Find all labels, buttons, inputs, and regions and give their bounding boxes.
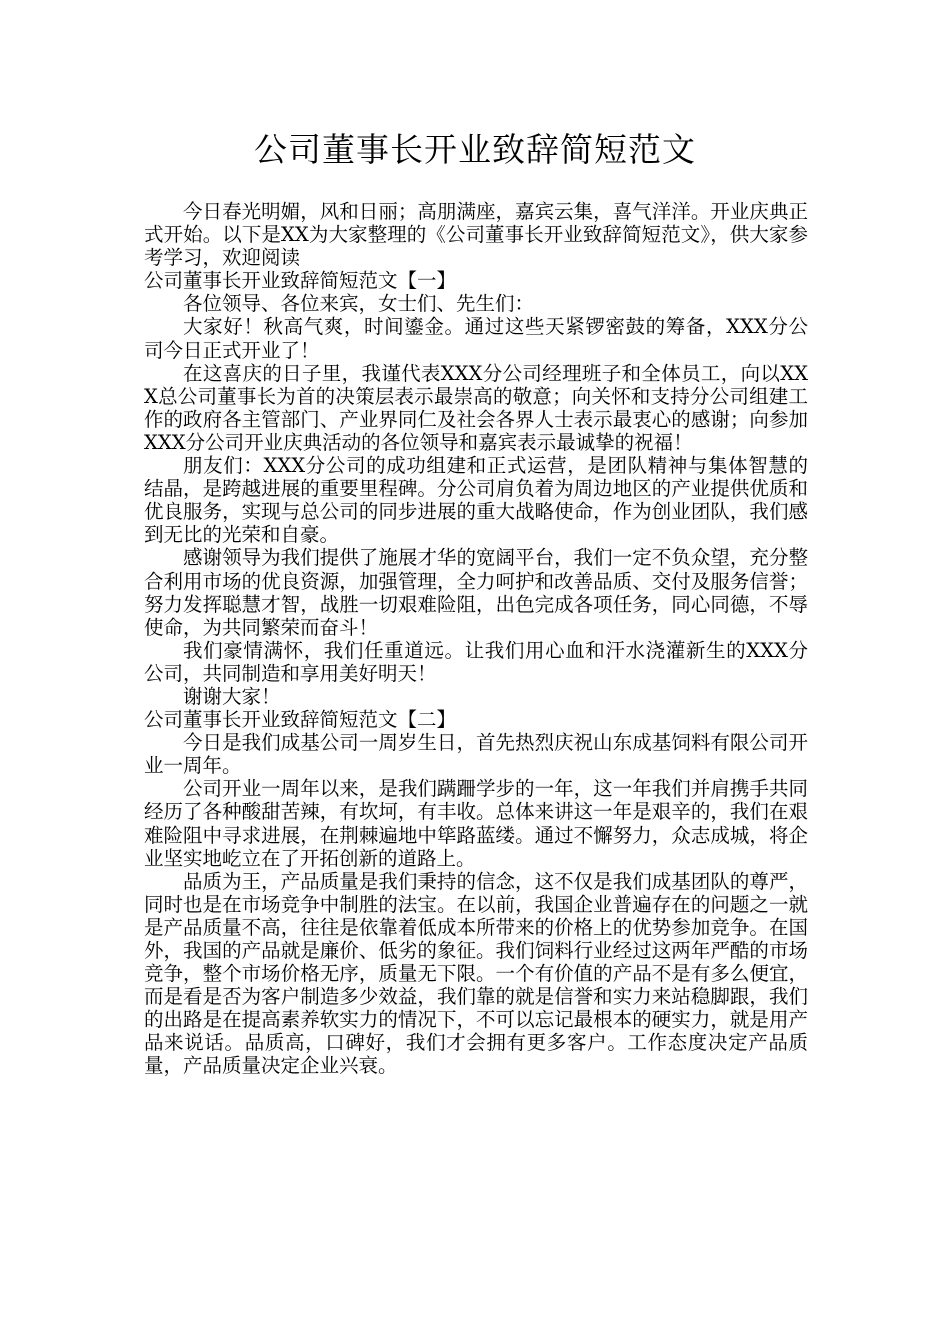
- section-heading-2: 公司董事长开业致辞简短范文【二】: [144, 708, 457, 732]
- intro-paragraph: 今日春光明媚，风和日丽；高朋满座，嘉宾云集，喜气洋洋。开业庆典正式开始。以下是XX为大家整理的《公司董事长开业致辞简短范文》，供大家参考学习，欢迎阅读: [144, 200, 808, 270]
- document-body: [144, 200, 808, 1078]
- section-heading-1: 公司董事长开业致辞简短范文【一】: [144, 269, 457, 293]
- paragraph: 品质为王，产品质量是我们秉持的信念，这不仅是我们成基团队的尊严，同时也是在市场竞争中制胜的法宝。在以前，我国企业普遍存在的问题之一就是产品质量不高，往往是依靠着低成本所带来的价格上的优势参加竞争。在国外，我国的产品就是廉价、低劣的象征。我们饲料行业经过这两年严酷的市场竞争，整个市场价格无序，质量无下限。一个有价值的产品不是有多么便宜，而是看是否为客户制造多少效益，我们靠的就是信誉和实力来站稳脚跟，我们的出路是在提高素养软实力的情况下，不可以忘记最根本的硬实力，就是用产品来说话。品质高，口碑好，我们才会拥有更多客户。工作态度决定产品质量，产品质量决定企业兴衰。: [144, 869, 808, 1078]
- paragraph: 大家好！秋高气爽，时间鎏金。通过这些天紧锣密鼓的筹备，XXX分公司今日正式开业了！: [144, 315, 808, 362]
- paragraph: 公司开业一周年以来，是我们蹒跚学步的一年，这一年我们并肩携手共同经历了各种酸甜苦辣，有坎坷，有丰收。总体来讲这一年是艰辛的，我们在艰难险阻中寻求进展，在荆棘遍地中筚路蓝缕。通过不懈努力，众志成城，将企业坚实地屹立在了开拓创新的道路上。: [144, 777, 808, 870]
- paragraph: 感谢领导为我们提供了施展才华的宽阔平台，我们一定不负众望，充分整合利用市场的优良资源，加强管理，全力呵护和改善品质、交付及服务信誉；努力发挥聪慧才智，战胜一切艰难险阻，出色完成各项任务，同心同德，不辱使命，为共同繁荣而奋斗！: [144, 546, 808, 639]
- paragraph: 谢谢大家！: [183, 684, 281, 708]
- paragraph: 在这喜庆的日子里，我谨代表XXX分公司经理班子和全体员工，向以XXX总公司董事长为首的决策层表示最崇高的敬意；向关怀和支持分公司组建工作的政府各主管部门、产业界同仁及社会各界人士表示最衷心的感谢；向参加XXX分公司开业庆典活动的各位领导和嘉宾表示最诚挚的祝福！: [144, 361, 808, 454]
- paragraph: 我们豪情满怀，我们任重道远。让我们用心血和汗水浇灌新生的XXX分公司，共同制造和享用美好明天！: [144, 638, 808, 685]
- paragraph: 朋友们：XXX分公司的成功组建和正式运营，是团队精神与集体智慧的结晶，是跨越进展的重要里程碑。分公司肩负着为周边地区的产业提供优质和优良服务，实现与总公司的同步进展的重大战略使命，作为创业团队，我们感到无比的光荣和自豪。: [144, 454, 808, 547]
- paragraph: 今日是我们成基公司一周岁生日，首先热烈庆祝山东成基饲料有限公司开业一周年。: [144, 731, 808, 778]
- document-title: 公司董事长开业致辞简短范文: [254, 130, 696, 169]
- paragraph: 各位领导、各位来宾，女士们、先生们：: [183, 292, 535, 316]
